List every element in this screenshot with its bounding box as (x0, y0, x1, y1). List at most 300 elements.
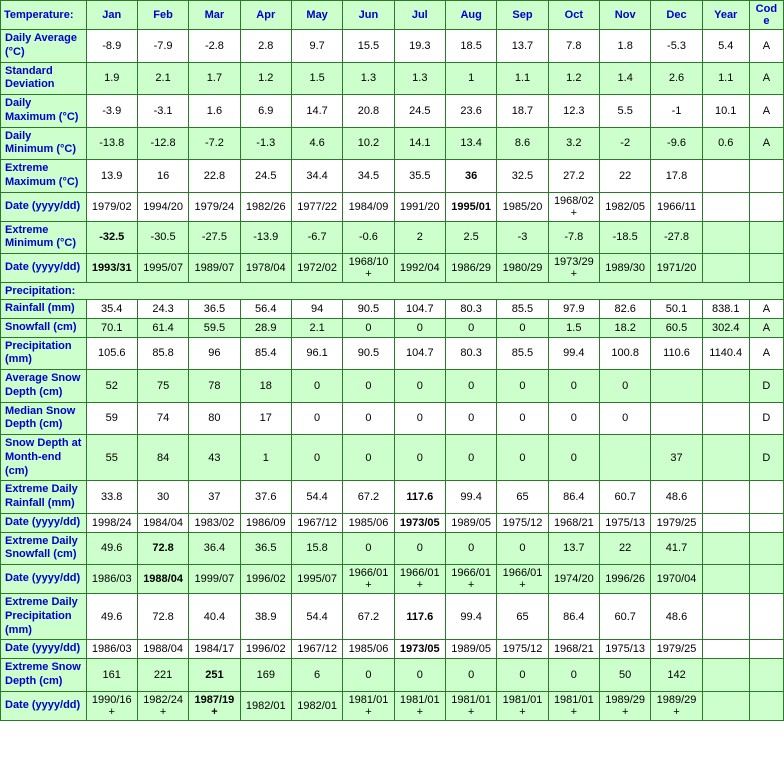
data-cell: 99.4 (445, 594, 496, 640)
data-cell: 1986/03 (86, 565, 137, 594)
data-cell: 1968/21 (548, 640, 599, 659)
data-cell: 0 (600, 370, 651, 403)
data-cell: -5.3 (651, 30, 702, 63)
data-cell: 117.6 (394, 481, 445, 514)
data-cell: 24.5 (394, 95, 445, 128)
table-row (1, 95, 784, 128)
row-label: Date (yyyy/dd) (1, 192, 87, 221)
data-cell: 104.7 (394, 300, 445, 319)
data-cell: 1.3 (343, 62, 394, 95)
data-cell: 1966/01+ (497, 565, 548, 594)
data-cell: 0 (343, 318, 394, 337)
data-cell: 1973/05 (394, 640, 445, 659)
data-cell: 22.8 (189, 160, 240, 193)
data-cell: 84 (137, 435, 188, 481)
data-cell: 80.3 (445, 300, 496, 319)
data-cell: 20.8 (343, 95, 394, 128)
data-cell: -1.3 (240, 127, 291, 160)
data-cell: -13.9 (240, 221, 291, 254)
data-cell: 1.3 (394, 62, 445, 95)
data-cell: 65 (497, 481, 548, 514)
code-cell: D (749, 402, 783, 435)
year-cell (702, 640, 749, 659)
data-cell: 67.2 (343, 481, 394, 514)
data-cell: 48.6 (651, 594, 702, 640)
data-cell: 60.7 (600, 594, 651, 640)
row-label: Average Snow Depth (cm) (1, 370, 87, 403)
data-cell: 1 (240, 435, 291, 481)
data-cell: -7.2 (189, 127, 240, 160)
data-cell: 50.1 (651, 300, 702, 319)
data-cell: 60.7 (600, 481, 651, 514)
data-cell: 38.9 (240, 594, 291, 640)
data-cell: 1973/29+ (548, 254, 599, 283)
column-header-jun: Jun (343, 1, 394, 30)
code-cell (749, 221, 783, 254)
data-cell: 13.4 (445, 127, 496, 160)
data-cell: 37 (189, 481, 240, 514)
row-label: Extreme Maximum (°C) (1, 160, 87, 193)
data-cell: 22 (600, 160, 651, 193)
data-cell: 6 (291, 659, 342, 692)
code-cell (749, 254, 783, 283)
data-cell: -2.8 (189, 30, 240, 63)
row-label: Daily Average (°C) (1, 30, 87, 63)
data-cell: 2.1 (137, 62, 188, 95)
data-cell: 142 (651, 659, 702, 692)
year-cell: 5.4 (702, 30, 749, 63)
data-cell: 1.9 (86, 62, 137, 95)
code-cell: A (749, 318, 783, 337)
row-label: Date (yyyy/dd) (1, 513, 87, 532)
data-cell: 56.4 (240, 300, 291, 319)
code-cell (749, 594, 783, 640)
data-cell: 1979/24 (189, 192, 240, 221)
year-cell (702, 402, 749, 435)
section-row (1, 283, 784, 300)
data-cell: 0 (343, 532, 394, 565)
data-cell: 72.8 (137, 532, 188, 565)
data-cell (651, 402, 702, 435)
column-header-category: Temperature: (1, 1, 87, 30)
data-cell: 22 (600, 532, 651, 565)
column-header-mar: Mar (189, 1, 240, 30)
data-cell: 1989/30 (600, 254, 651, 283)
table-row (1, 254, 784, 283)
year-cell: 302.4 (702, 318, 749, 337)
data-cell: 1967/12 (291, 640, 342, 659)
column-header-may: May (291, 1, 342, 30)
data-cell: 1985/06 (343, 513, 394, 532)
data-cell: 1996/02 (240, 640, 291, 659)
data-cell: 1977/22 (291, 192, 342, 221)
data-cell: 85.8 (137, 337, 188, 370)
data-cell: 24.5 (240, 160, 291, 193)
data-cell: 13.7 (497, 30, 548, 63)
data-cell: 36.5 (240, 532, 291, 565)
data-cell: 0 (548, 659, 599, 692)
data-cell: 100.8 (600, 337, 651, 370)
column-header-dec: Dec (651, 1, 702, 30)
row-label: Extreme Daily Rainfall (mm) (1, 481, 87, 514)
row-label: Date (yyyy/dd) (1, 640, 87, 659)
data-cell: -3.1 (137, 95, 188, 128)
column-header-sep: Sep (497, 1, 548, 30)
year-cell (702, 370, 749, 403)
data-cell: 16 (137, 160, 188, 193)
data-cell: 1966/11 (651, 192, 702, 221)
column-header-nov: Nov (600, 1, 651, 30)
data-cell: 251 (189, 659, 240, 692)
data-cell: 0 (445, 659, 496, 692)
column-header-jul: Jul (394, 1, 445, 30)
data-cell: 0 (445, 370, 496, 403)
data-cell: 85.5 (497, 337, 548, 370)
data-cell: 0 (548, 370, 599, 403)
data-cell: 1988/04 (137, 640, 188, 659)
data-cell: 1982/05 (600, 192, 651, 221)
data-cell: 99.4 (548, 337, 599, 370)
data-cell: 49.6 (86, 594, 137, 640)
column-header-year: Year (702, 1, 749, 30)
data-cell: 80 (189, 402, 240, 435)
data-cell: -12.8 (137, 127, 188, 160)
data-cell: 0 (394, 532, 445, 565)
data-cell: 78 (189, 370, 240, 403)
data-cell: 2 (394, 221, 445, 254)
code-cell (749, 659, 783, 692)
code-cell (749, 481, 783, 514)
code-cell (749, 691, 783, 720)
data-cell: 0 (291, 402, 342, 435)
data-cell: 72.8 (137, 594, 188, 640)
data-cell: 1982/01 (240, 691, 291, 720)
data-cell: 1996/26 (600, 565, 651, 594)
data-cell: 43 (189, 435, 240, 481)
year-cell (702, 594, 749, 640)
data-cell: -27.8 (651, 221, 702, 254)
row-label: Snowfall (cm) (1, 318, 87, 337)
row-label: Extreme Snow Depth (cm) (1, 659, 87, 692)
code-cell (749, 513, 783, 532)
data-cell: -8.9 (86, 30, 137, 63)
data-cell: 1966/01+ (394, 565, 445, 594)
code-cell: D (749, 370, 783, 403)
data-cell: 0 (291, 370, 342, 403)
data-cell: 18.5 (445, 30, 496, 63)
data-cell: -7.9 (137, 30, 188, 63)
year-cell (702, 221, 749, 254)
data-cell: 1.5 (548, 318, 599, 337)
data-cell: 1.4 (600, 62, 651, 95)
data-cell: 1981/01+ (497, 691, 548, 720)
data-cell: -13.8 (86, 127, 137, 160)
code-cell (749, 565, 783, 594)
data-cell: 1981/01+ (343, 691, 394, 720)
data-cell: 0 (445, 532, 496, 565)
column-header-code: Code (749, 1, 783, 30)
data-cell: 1968/21 (548, 513, 599, 532)
table-row (1, 30, 784, 63)
data-cell: 1 (445, 62, 496, 95)
code-cell: A (749, 30, 783, 63)
year-cell: 0.6 (702, 127, 749, 160)
data-cell: 74 (137, 402, 188, 435)
data-cell: 0 (394, 402, 445, 435)
data-cell: -32.5 (86, 221, 137, 254)
year-cell (702, 691, 749, 720)
table-row (1, 370, 784, 403)
data-cell: 33.8 (86, 481, 137, 514)
row-label: Daily Minimum (°C) (1, 127, 87, 160)
data-cell: 96.1 (291, 337, 342, 370)
table-row (1, 565, 784, 594)
data-cell: 5.5 (600, 95, 651, 128)
data-cell: 82.6 (600, 300, 651, 319)
data-cell: 1994/20 (137, 192, 188, 221)
data-cell: 1973/05 (394, 513, 445, 532)
data-cell: 1995/07 (291, 565, 342, 594)
table-row (1, 337, 784, 370)
data-cell: 4.6 (291, 127, 342, 160)
data-cell: 0 (343, 402, 394, 435)
code-cell: A (749, 337, 783, 370)
data-cell: 55 (86, 435, 137, 481)
data-cell: 1.6 (189, 95, 240, 128)
data-cell: 0 (394, 659, 445, 692)
data-cell: 0 (497, 402, 548, 435)
data-cell: 60.5 (651, 318, 702, 337)
data-cell: -2 (600, 127, 651, 160)
data-cell: 1986/09 (240, 513, 291, 532)
data-cell: 70.1 (86, 318, 137, 337)
data-cell: 0 (497, 435, 548, 481)
data-cell: 1.5 (291, 62, 342, 95)
data-cell: 0 (291, 435, 342, 481)
year-cell (702, 659, 749, 692)
header-row (1, 1, 784, 30)
data-cell: 1975/12 (497, 513, 548, 532)
section-title: Precipitation: (1, 283, 784, 300)
data-cell: 1988/04 (137, 565, 188, 594)
data-cell: 75 (137, 370, 188, 403)
data-cell: 50 (600, 659, 651, 692)
table-row (1, 513, 784, 532)
table-row (1, 640, 784, 659)
data-cell: 97.9 (548, 300, 599, 319)
data-cell: -7.8 (548, 221, 599, 254)
year-cell: 10.1 (702, 95, 749, 128)
data-cell: 40.4 (189, 594, 240, 640)
data-cell: 1987/19+ (189, 691, 240, 720)
data-cell: -27.5 (189, 221, 240, 254)
data-cell: 54.4 (291, 594, 342, 640)
row-label: Extreme Minimum (°C) (1, 221, 87, 254)
year-cell (702, 435, 749, 481)
data-cell: 37 (651, 435, 702, 481)
table-row (1, 402, 784, 435)
data-cell: 1989/07 (189, 254, 240, 283)
data-cell: 117.6 (394, 594, 445, 640)
year-cell (702, 254, 749, 283)
data-cell: 41.7 (651, 532, 702, 565)
data-cell: 15.8 (291, 532, 342, 565)
data-cell: 34.4 (291, 160, 342, 193)
data-cell: 1966/01+ (343, 565, 394, 594)
data-cell: 2.8 (240, 30, 291, 63)
data-cell: 8.6 (497, 127, 548, 160)
row-label: Date (yyyy/dd) (1, 254, 87, 283)
data-cell: 1979/25 (651, 640, 702, 659)
data-cell: 1983/02 (189, 513, 240, 532)
data-cell: 3.2 (548, 127, 599, 160)
data-cell: 96 (189, 337, 240, 370)
data-cell: -1 (651, 95, 702, 128)
data-cell: 28.9 (240, 318, 291, 337)
data-cell: 0 (548, 402, 599, 435)
data-cell: -30.5 (137, 221, 188, 254)
column-header-oct: Oct (548, 1, 599, 30)
data-cell: 85.5 (497, 300, 548, 319)
data-cell: 9.7 (291, 30, 342, 63)
data-cell: 65 (497, 594, 548, 640)
data-cell: -9.6 (651, 127, 702, 160)
data-cell: 2.5 (445, 221, 496, 254)
data-cell: 1.2 (548, 62, 599, 95)
code-cell (749, 192, 783, 221)
data-cell: 0 (445, 318, 496, 337)
data-cell: 19.3 (394, 30, 445, 63)
data-cell: 32.5 (497, 160, 548, 193)
table-row (1, 691, 784, 720)
data-cell: 1974/20 (548, 565, 599, 594)
data-cell: 0 (600, 402, 651, 435)
data-cell: 1.2 (240, 62, 291, 95)
data-cell: 0 (497, 370, 548, 403)
year-cell (702, 532, 749, 565)
column-header-jan: Jan (86, 1, 137, 30)
data-cell: 10.2 (343, 127, 394, 160)
data-cell: 161 (86, 659, 137, 692)
data-cell: 30 (137, 481, 188, 514)
data-cell: 1995/07 (137, 254, 188, 283)
data-cell: 48.6 (651, 481, 702, 514)
row-label: Rainfall (mm) (1, 300, 87, 319)
data-cell: 1985/06 (343, 640, 394, 659)
data-cell: 1968/10+ (343, 254, 394, 283)
table-row (1, 160, 784, 193)
data-cell: 80.3 (445, 337, 496, 370)
data-cell: 1984/17 (189, 640, 240, 659)
year-cell (702, 160, 749, 193)
data-cell: 0 (445, 435, 496, 481)
data-cell: 54.4 (291, 481, 342, 514)
data-cell: 1984/04 (137, 513, 188, 532)
row-label: Daily Maximum (°C) (1, 95, 87, 128)
data-cell: 1975/13 (600, 513, 651, 532)
year-cell (702, 481, 749, 514)
table-row (1, 192, 784, 221)
data-cell: 1979/25 (651, 513, 702, 532)
table-row (1, 300, 784, 319)
year-cell: 1140.4 (702, 337, 749, 370)
data-cell: 1995/01 (445, 192, 496, 221)
code-cell (749, 532, 783, 565)
column-header-aug: Aug (445, 1, 496, 30)
data-cell: 36.4 (189, 532, 240, 565)
data-cell: 1989/05 (445, 513, 496, 532)
data-cell: 104.7 (394, 337, 445, 370)
row-label: Date (yyyy/dd) (1, 691, 87, 720)
data-cell: -6.7 (291, 221, 342, 254)
data-cell: 6.9 (240, 95, 291, 128)
data-cell: 1989/29+ (651, 691, 702, 720)
data-cell: 105.6 (86, 337, 137, 370)
data-cell: 61.4 (137, 318, 188, 337)
year-cell: 838.1 (702, 300, 749, 319)
table-row (1, 62, 784, 95)
data-cell: 0 (497, 659, 548, 692)
data-cell: 1975/12 (497, 640, 548, 659)
data-cell: 1996/02 (240, 565, 291, 594)
data-cell: 18.2 (600, 318, 651, 337)
data-cell: 1999/07 (189, 565, 240, 594)
row-label: Extreme Daily Precipitation (mm) (1, 594, 87, 640)
table-row (1, 435, 784, 481)
code-cell (749, 640, 783, 659)
data-cell: 36.5 (189, 300, 240, 319)
data-cell: 1970/04 (651, 565, 702, 594)
data-cell: 2.1 (291, 318, 342, 337)
data-cell: 1979/02 (86, 192, 137, 221)
data-cell: 110.6 (651, 337, 702, 370)
data-cell: 1982/26 (240, 192, 291, 221)
data-cell: 0 (394, 318, 445, 337)
data-cell: 1967/12 (291, 513, 342, 532)
data-cell: 1975/13 (600, 640, 651, 659)
table-body (1, 30, 784, 721)
data-cell: 0 (445, 402, 496, 435)
data-cell: 1992/04 (394, 254, 445, 283)
column-header-apr: Apr (240, 1, 291, 30)
data-cell: 1971/20 (651, 254, 702, 283)
table-row (1, 659, 784, 692)
code-cell: A (749, 127, 783, 160)
data-cell: 1.8 (600, 30, 651, 63)
row-label: Extreme Daily Snowfall (cm) (1, 532, 87, 565)
data-cell: 59.5 (189, 318, 240, 337)
data-cell: 67.2 (343, 594, 394, 640)
data-cell: 13.7 (548, 532, 599, 565)
data-cell: 15.5 (343, 30, 394, 63)
data-cell (600, 435, 651, 481)
data-cell: -18.5 (600, 221, 651, 254)
data-cell: 1968/02+ (548, 192, 599, 221)
data-cell: -3.9 (86, 95, 137, 128)
data-cell: 90.5 (343, 337, 394, 370)
data-cell: 18 (240, 370, 291, 403)
data-cell: 1982/24+ (137, 691, 188, 720)
year-cell (702, 565, 749, 594)
data-cell: 1993/31 (86, 254, 137, 283)
data-cell: 52 (86, 370, 137, 403)
data-cell: 1980/29 (497, 254, 548, 283)
table-row (1, 481, 784, 514)
data-cell: 1981/01+ (548, 691, 599, 720)
data-cell: 0 (343, 370, 394, 403)
data-cell: 0 (394, 435, 445, 481)
data-cell: 1981/01+ (394, 691, 445, 720)
